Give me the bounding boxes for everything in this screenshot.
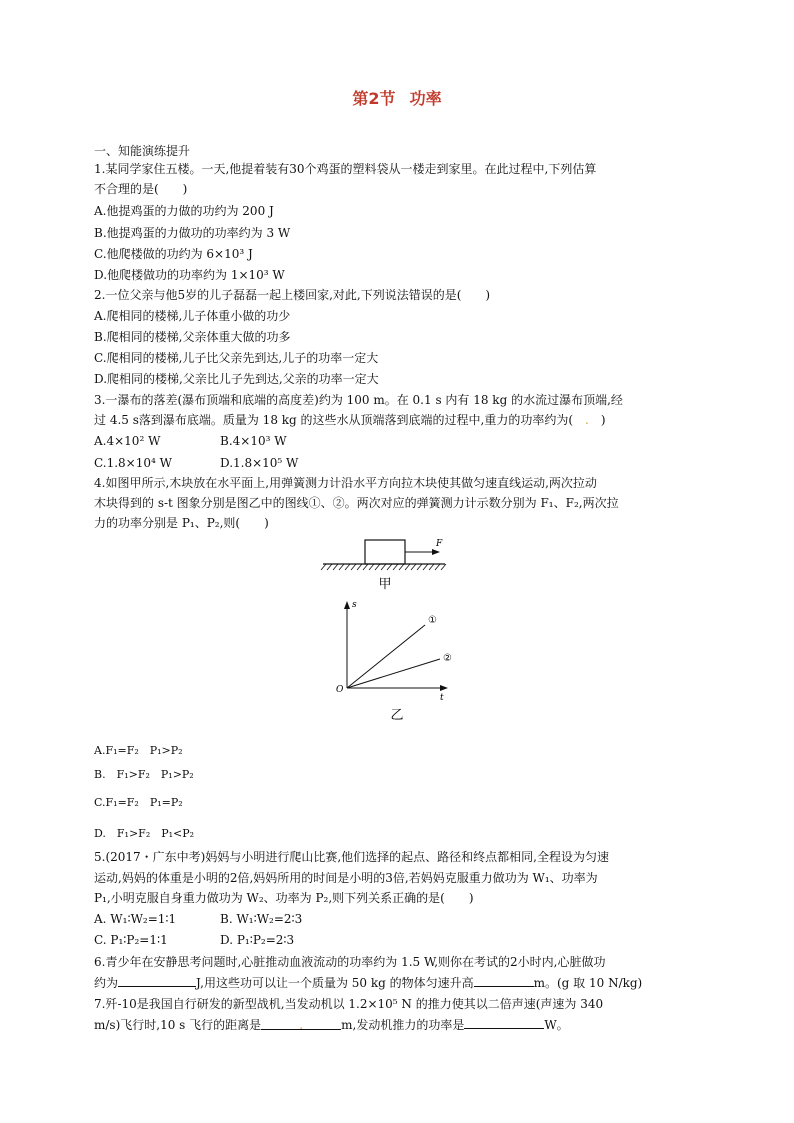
dot-mark: . (299, 1018, 304, 1032)
q5-option-b: B. W₁∶W₂=2∶3 (220, 912, 303, 926)
q3-stem-end: ) (600, 413, 606, 427)
graph-line-2 (347, 659, 440, 688)
q6-blank-work (118, 973, 196, 987)
s-axis-label: s (352, 600, 357, 610)
q6-text-b: J,用这些功可以让一个质量为 50 kg 的物体匀速升高 (196, 976, 474, 990)
q4-stem-line3: 力的功率分别是 P₁、P₂,则( ) (94, 516, 269, 530)
q3-option-c: C.1.8×10⁴ W (94, 456, 172, 470)
q1-option-d: D.他爬楼做功的功率约为 1×10³ W (94, 268, 285, 282)
arrow-head-icon (432, 549, 440, 555)
ground-hatching (321, 564, 446, 570)
q3-stem-line1: 3.一瀑布的落差(瀑布顶端和底端的高度差)约为 100 m。在 0.1 s 内有 18 kg 的水流过瀑布顶端,经 (94, 393, 623, 407)
q7-blank-power (464, 1015, 544, 1029)
q4-stem-line2: 木块得到的 s-t 图象分别是图乙中的图线①、②。两次对应的弹簧测力计示数分别为 F₁、F₂,两次拉 (94, 496, 619, 510)
q3-stem-text: 过 4.5 s落到瀑布底端。质量为 18 kg 的这些水从顶端落到底端的过程中,重力的功率约为( (94, 413, 574, 427)
figure-jia-caption: 甲 (378, 577, 392, 592)
q2-option-b: B.爬相同的楼梯,父亲体重大做的功多 (94, 330, 291, 344)
q4-option-b: B. F₁>F₂ P₁>P₂ (94, 768, 194, 781)
q6-stem-line2 (94, 973, 642, 992)
t-axis-label: t (440, 693, 444, 703)
q6-text-c: m。(g 取 10 N/kg) (533, 976, 643, 990)
q7-stem-line2 (94, 1015, 569, 1034)
graph-line-1 (347, 625, 425, 688)
section-title: 功率 (409, 89, 442, 108)
q2-option-d: D.爬相同的楼梯,父亲比儿子先到达,父亲的功率一定大 (94, 372, 379, 386)
q3-option-d: D.1.8×10⁵ W (220, 456, 299, 470)
q5-option-a: A. W₁∶W₂=1∶1 (94, 912, 177, 926)
q7-text-b: m,发动机推力的功率是 (341, 1018, 465, 1032)
q5-stem-line3: P₁,小明克服自身重力做功为 W₂、功率为 P₂,则下列关系正确的是( ) (94, 891, 474, 905)
q1-stem-line2: 不合理的是( ) (94, 182, 188, 196)
q5-stem-line1: 5.(2017・广东中考)妈妈与小明进行爬山比赛,他们选择的起点、路径和终点都相同,全程设为匀速 (94, 850, 609, 864)
q1-option-b: B.他提鸡蛋的力做功的功率约为 3 W (94, 226, 291, 240)
q6-blank-height (474, 973, 534, 987)
q2-stem: 2.一位父亲与他5岁的儿子磊磊一起上楼回家,对此,下列说法错误的是( ) (94, 288, 491, 302)
q2-option-c: C.爬相同的楼梯,儿子比父亲先到达,儿子的功率一定大 (94, 351, 379, 365)
figure-yi (330, 595, 465, 723)
q7-stem-line1: 7.歼-10是我国自行研发的新型战机,当发动机以 1.2×10⁵ N 的推力使其以二倍声速(声速为 340 (94, 997, 604, 1011)
q5-option-c: C. P₁∶P₂=1∶1 (94, 933, 168, 947)
q3-option-b: B.4×10³ W (220, 434, 287, 448)
wooden-block (365, 540, 405, 564)
q3-stem-line2 (94, 411, 606, 429)
q5-stem-line2: 运动,妈妈的体重是小明的2倍,妈妈所用的时间是小明的3倍,若妈妈克服重力做功为 W₁、功率为 (94, 871, 598, 885)
q1-option-a: A.他提鸡蛋的力做的功约为 200 J (94, 204, 274, 218)
force-label: F (436, 539, 443, 549)
q7-blank-distance (261, 1016, 341, 1030)
q7-text-a: m/s)飞行时,10 s 飞行的距离是 (94, 1018, 262, 1032)
q7-text-c: W。 (544, 1018, 569, 1032)
origin-label: O (336, 685, 344, 695)
q4-option-d: D. F₁>F₂ P₁<P₂ (94, 827, 195, 840)
part-heading: 一、知能演练提升 (94, 144, 191, 158)
section-number: 第2节 (352, 89, 396, 108)
t-axis-arrow-icon (440, 685, 448, 691)
line-2-label: ② (443, 653, 452, 664)
s-axis-arrow-icon (344, 601, 350, 609)
q1-option-c: C.他爬楼做的功约为 6×10³ J (94, 247, 253, 261)
q4-stem-line1: 4.如图甲所示,木块放在水平面上,用弹簧测力计沿水平方向拉木块使其做匀速直线运动,两次拉动 (94, 476, 597, 490)
q5-option-d: D. P₁∶P₂=2∶3 (220, 933, 295, 947)
q2-option-a: A.爬相同的楼梯,儿子体重小做的功少 (94, 309, 291, 323)
q3-option-a: A.4×10² W (94, 434, 161, 448)
line-1-label: ① (428, 615, 437, 626)
q4-option-c: C.F₁=F₂ P₁=P₂ (94, 796, 183, 809)
figure-yi-caption: 乙 (390, 708, 404, 723)
dot-mark: . (573, 413, 601, 427)
q6-stem-line1: 6.青少年在安静思考问题时,心脏推动血液流动的功率约为 1.5 W,则你在考试的2小时内,心脏做功 (94, 955, 606, 969)
q4-option-a: A.F₁=F₂ P₁>P₂ (94, 744, 183, 757)
q6-text-a: 约为 (94, 976, 119, 990)
figure-jia (320, 530, 450, 595)
q1-stem-line1: 1.某同学家住五楼。一天,他提着装有30个鸡蛋的塑料袋从一楼走到家里。在此过程中,下列估算 (94, 162, 597, 176)
page-title (0, 86, 794, 109)
